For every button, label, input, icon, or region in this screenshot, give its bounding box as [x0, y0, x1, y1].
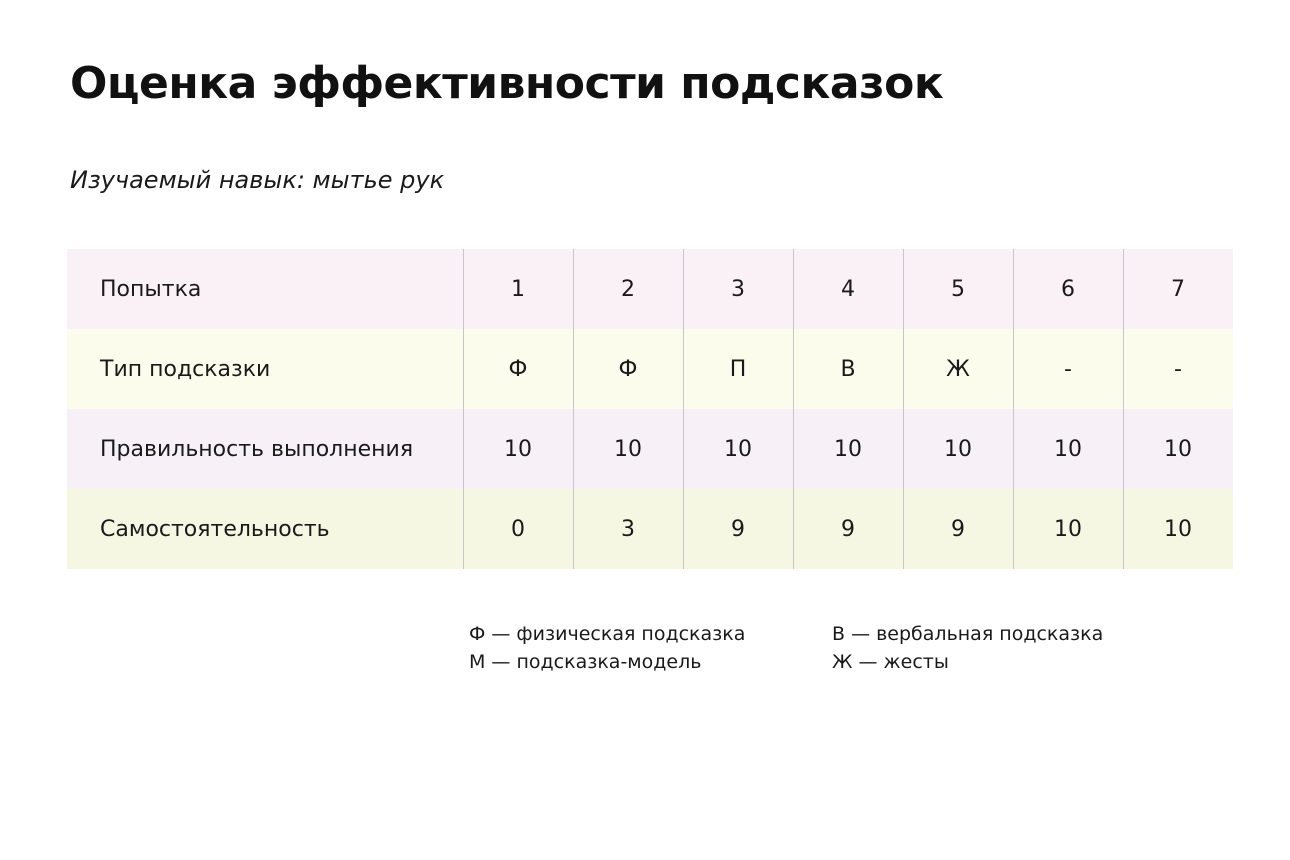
table-cell: 9	[793, 489, 903, 569]
table-cell: 3	[683, 249, 793, 329]
table-cell: 3	[573, 489, 683, 569]
legend-left	[469, 620, 745, 676]
page-title: Оценка эффективности подсказок	[70, 58, 944, 109]
legend-item: Ф — физическая подсказка	[469, 623, 746, 645]
row-label-attempt: Попытка	[67, 249, 463, 329]
table-cell: 9	[903, 489, 1013, 569]
table-cell: 2	[573, 249, 683, 329]
table-cell: Ф	[463, 329, 573, 409]
table-row-independence	[67, 489, 1233, 569]
table-cell: В	[793, 329, 903, 409]
table-row-attempt	[67, 249, 1233, 329]
table-cell: 7	[1123, 249, 1233, 329]
table-cell: 6	[1013, 249, 1123, 329]
table-cell: Ж	[903, 329, 1013, 409]
prompt-effectiveness-table	[67, 249, 1233, 569]
legend-item: В — вербальная подсказка	[832, 623, 1104, 645]
table-cell: 10	[683, 409, 793, 489]
table-cell: 10	[463, 409, 573, 489]
table-cell: 1	[463, 249, 573, 329]
legend-item: Ж — жесты	[832, 651, 949, 673]
table-cell: -	[1013, 329, 1123, 409]
page-subtitle: Изучаемый навык: мытье рук	[70, 166, 445, 194]
row-label-independence: Самостоятельность	[67, 489, 463, 569]
table-cell: 10	[573, 409, 683, 489]
legend-item: М — подсказка-модель	[469, 651, 702, 673]
table-cell: 10	[1013, 409, 1123, 489]
table-cell: 0	[463, 489, 573, 569]
table-cell: 10	[1123, 409, 1233, 489]
table-cell: 4	[793, 249, 903, 329]
table-cell: Ф	[573, 329, 683, 409]
table-cell: 10	[1013, 489, 1123, 569]
row-label-correctness: Правильность выполнения	[67, 409, 463, 489]
table-cell: 10	[1123, 489, 1233, 569]
table-row-prompt-type	[67, 329, 1233, 409]
table-cell: 10	[793, 409, 903, 489]
table-cell: П	[683, 329, 793, 409]
legend-right	[832, 620, 1103, 676]
table-cell: 9	[683, 489, 793, 569]
table-cell: 5	[903, 249, 1013, 329]
table-row-correctness	[67, 409, 1233, 489]
table-cell: 10	[903, 409, 1013, 489]
row-label-prompt-type: Тип подсказки	[67, 329, 463, 409]
table-cell: -	[1123, 329, 1233, 409]
